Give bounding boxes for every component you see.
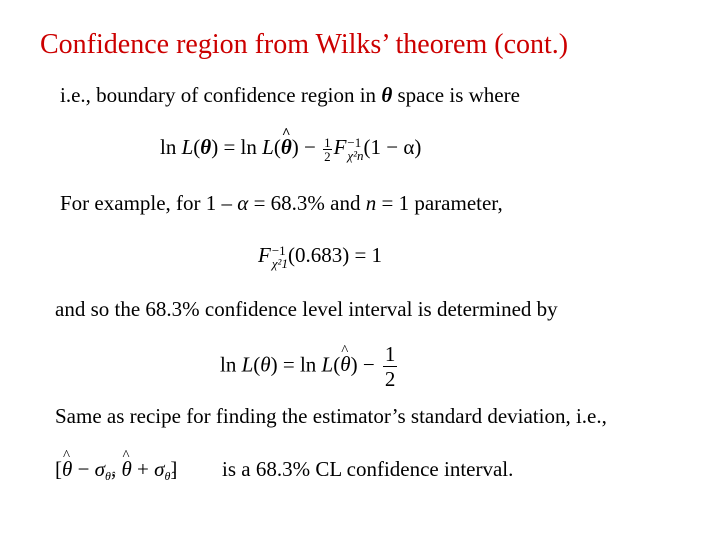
eq4-theta-hat-2: ^ θ bbox=[121, 456, 131, 482]
eq3-theta-hat: ^ θ bbox=[340, 351, 350, 377]
eq4-sigma-2: σ bbox=[154, 457, 165, 481]
eq4-open: [ bbox=[55, 457, 62, 481]
eq1-theta-hat: ^ θ bbox=[281, 134, 292, 160]
equation-interval: ln L(θ) = ln L(^ θ) − $\frac{1}{2}$ bbox=[220, 342, 400, 391]
eq3-equals: = bbox=[277, 352, 300, 377]
eq2-sup: −1 bbox=[271, 243, 286, 259]
eq3-ln-2: ln bbox=[299, 352, 317, 377]
eq1-minus: − bbox=[298, 135, 322, 159]
eq1-L-2: L bbox=[262, 135, 274, 159]
eq1-half bbox=[323, 136, 332, 163]
eq1-tail: (1 − α) bbox=[363, 135, 422, 159]
line2-post: = 1 parameter, bbox=[376, 191, 503, 215]
eq3-half bbox=[383, 342, 398, 391]
eq1-ln-2: ln bbox=[240, 135, 257, 159]
eq4-minus: − bbox=[72, 457, 95, 481]
eq4-theta-hat: ^ θ bbox=[62, 456, 72, 482]
eq3-L: L bbox=[241, 352, 254, 377]
line2-alpha: α bbox=[237, 191, 249, 215]
text-line-ci: is a 68.3% CL confidence interval. bbox=[222, 457, 514, 481]
text-line-recipe: Same as recipe for finding the estimator’s standard deviation, i.e., bbox=[55, 404, 607, 428]
line1-pre: i.e., boundary of confidence region in bbox=[60, 83, 382, 107]
eq4-comma: , bbox=[110, 457, 122, 481]
eq4-sub-2: θ̂ bbox=[164, 469, 171, 483]
eq3-num: 1 bbox=[384, 342, 396, 366]
eq3-ln: ln bbox=[220, 352, 237, 377]
text-line-boundary bbox=[60, 82, 520, 108]
eq4-plus: + bbox=[131, 457, 155, 481]
eq1-sub: χ²n bbox=[347, 148, 364, 164]
eq1-subsup bbox=[347, 136, 363, 162]
eq2-arg: (0.683) = 1 bbox=[287, 243, 383, 267]
equation-ci bbox=[55, 456, 177, 489]
eq4-close: ] bbox=[170, 457, 178, 481]
line2-mid: = 68.3% and bbox=[248, 191, 366, 215]
eq4-sub: θ̂ bbox=[105, 469, 111, 483]
eq4-sigma: σ bbox=[94, 457, 106, 481]
text-line-interval: and so the 68.3% confidence level interval is determined by bbox=[55, 297, 558, 321]
eq3-den: 2 bbox=[384, 367, 396, 391]
eq3-L-2: L bbox=[321, 352, 334, 377]
eq1-ln: ln bbox=[160, 135, 177, 159]
eq3-minus: − bbox=[357, 352, 380, 377]
eq3-theta: θ bbox=[260, 352, 271, 377]
eq2-F: F bbox=[258, 243, 271, 267]
eq1-equals: = bbox=[218, 135, 241, 159]
eq1-half-num: 1 bbox=[324, 134, 331, 150]
line2-pre: For example, for 1 – bbox=[60, 191, 238, 215]
line1-theta: θ bbox=[381, 83, 393, 107]
equation-quantile bbox=[258, 242, 382, 270]
text-line-example bbox=[60, 190, 503, 216]
eq1-theta: θ bbox=[200, 135, 212, 159]
line2-n: n bbox=[365, 191, 377, 215]
slide-title: Confidence region from Wilks’ theorem (cont.) bbox=[40, 29, 569, 60]
eq1-half-den: 2 bbox=[324, 148, 331, 164]
equation-boundary: ln L(θ) = ln L(^ θ) − $\frac{1}{2}$ F −1 χ²n (1 − α) bbox=[160, 134, 421, 163]
eq1-L: L bbox=[181, 135, 194, 159]
line1-post: space is where bbox=[392, 83, 520, 107]
eq1-sup: −1 bbox=[347, 135, 362, 151]
eq2-subsup bbox=[272, 244, 288, 270]
eq1-F: F bbox=[333, 135, 347, 159]
eq2-sub: χ²1 bbox=[271, 256, 288, 272]
